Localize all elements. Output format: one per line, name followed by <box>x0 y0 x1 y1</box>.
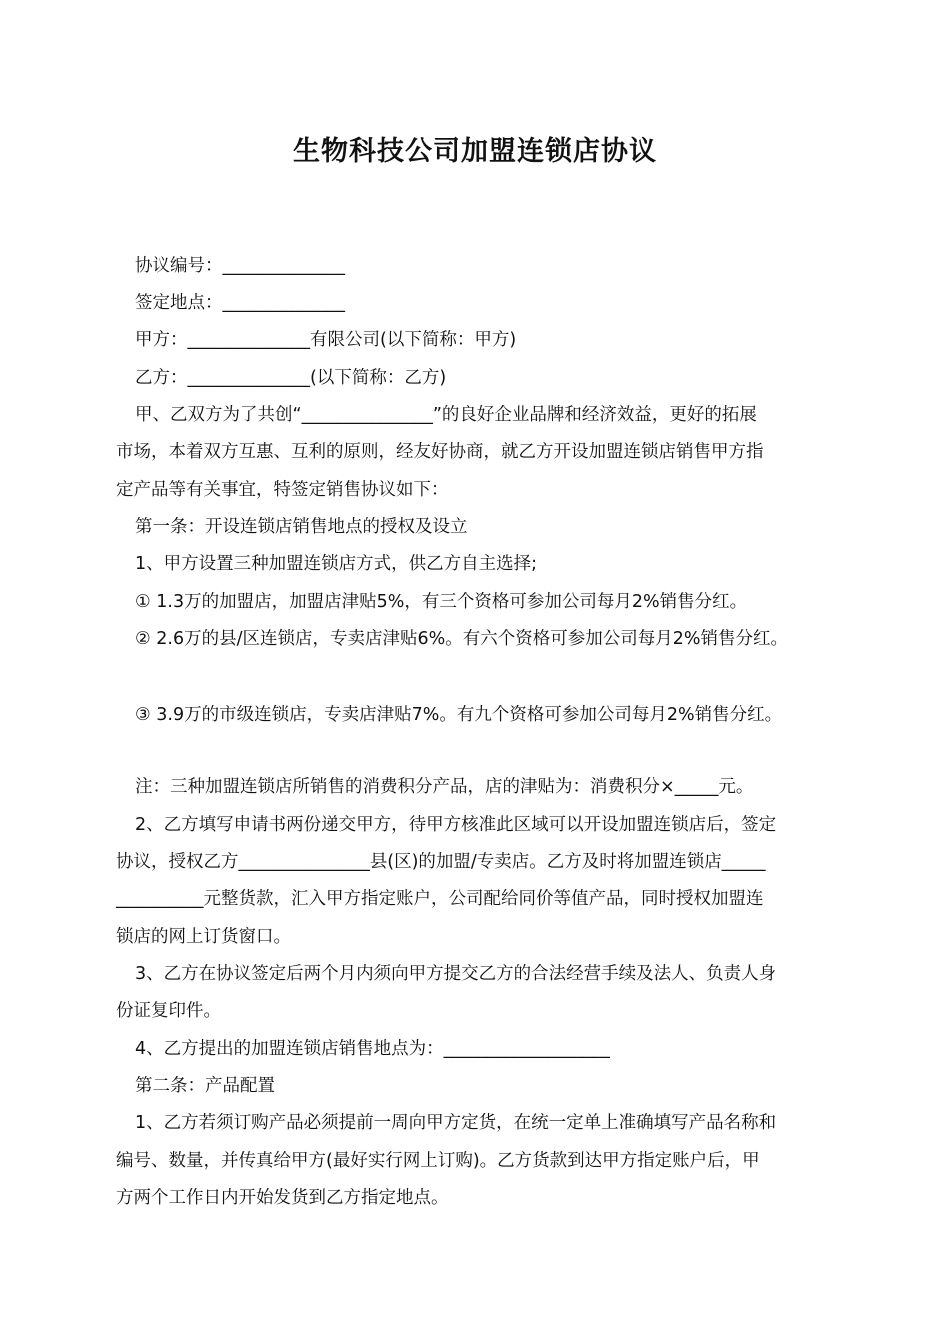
clause-1-4: 4、乙方提出的加盟连锁店销售地点为：___________________ <box>135 1039 610 1059</box>
option-3: ③ 3.9万的市级连锁店，专卖店津贴7%。有九个资格可参加公司每月2%销售分红。 <box>135 705 783 725</box>
clause-1-3-line-1: 3、乙方在协议签定后两个月内须向甲方提交乙方的合法经营手续及法人、负责人身 <box>135 964 777 984</box>
clause-2-1-line-3: 方两个工作日内开始发货到乙方指定地点。 <box>116 1188 449 1208</box>
option-2: ② 2.6万的县/区连锁店，专卖店津贴6%。有六个资格可参加公司每月2%销售分红。 <box>135 629 789 649</box>
clause-1-3-line-2: 份证复印件。 <box>116 1001 221 1021</box>
clause-2-1-line-2: 编号、数量，并传真给甲方(最好实行网上订购)。乙方货款到达甲方指定账户后，甲 <box>116 1151 760 1171</box>
preamble-line-2: 市场，本着双方互惠、互利的原则，经友好协商，就乙方开设加盟连锁店销售甲方指 <box>116 442 764 462</box>
note-line: 注：三种加盟连锁店所销售的消费积分产品，店的津贴为：消费积分×_____元。 <box>135 777 754 797</box>
party-a-line: 甲方：______________有限公司(以下简称：甲方) <box>135 330 517 350</box>
article-1-heading: 第一条：开设连锁店销售地点的授权及设立 <box>135 517 468 537</box>
preamble-line-1: 甲、乙双方为了共创“_______________”的良好企业品牌和经济效益，更好的拓展 <box>135 405 757 425</box>
clause-1-2-line-3: __________元整货款，汇入甲方指定账户，公司配给同价等值产品，同时授权加盟连 <box>116 889 764 909</box>
clause-1-1: 1、甲方设置三种加盟连锁店方式，供乙方自主选择; <box>135 554 538 574</box>
signing-place-line: 签定地点：______________ <box>135 293 345 313</box>
preamble-line-3: 定产品等有关事宜，特签定销售协议如下： <box>116 480 449 500</box>
party-b-line: 乙方：______________(以下简称：乙方) <box>135 368 447 388</box>
clause-1-2-line-1: 2、乙方填写申请书两份递交甲方，待甲方核准此区域可以开设加盟连锁店后，签定 <box>135 815 777 835</box>
clause-1-2-line-2: 协议，授权乙方_______________县(区)的加盟/专卖店。乙方及时将加盟连锁店_____ <box>116 852 766 872</box>
article-2-heading: 第二条：产品配置 <box>135 1076 275 1096</box>
clause-1-2-line-4: 锁店的网上订货窗口。 <box>116 927 291 947</box>
option-1: ① 1.3万的加盟店，加盟店津贴5%，有三个资格可参加公司每月2%销售分红。 <box>135 592 748 612</box>
agreement-number-line: 协议编号：______________ <box>135 256 345 276</box>
document-title: 生物科技公司加盟连锁店协议 <box>293 136 657 167</box>
clause-2-1-line-1: 1、乙方若须订购产品必须提前一周向甲方定货，在统一定单上准确填写产品名称和 <box>135 1113 777 1133</box>
